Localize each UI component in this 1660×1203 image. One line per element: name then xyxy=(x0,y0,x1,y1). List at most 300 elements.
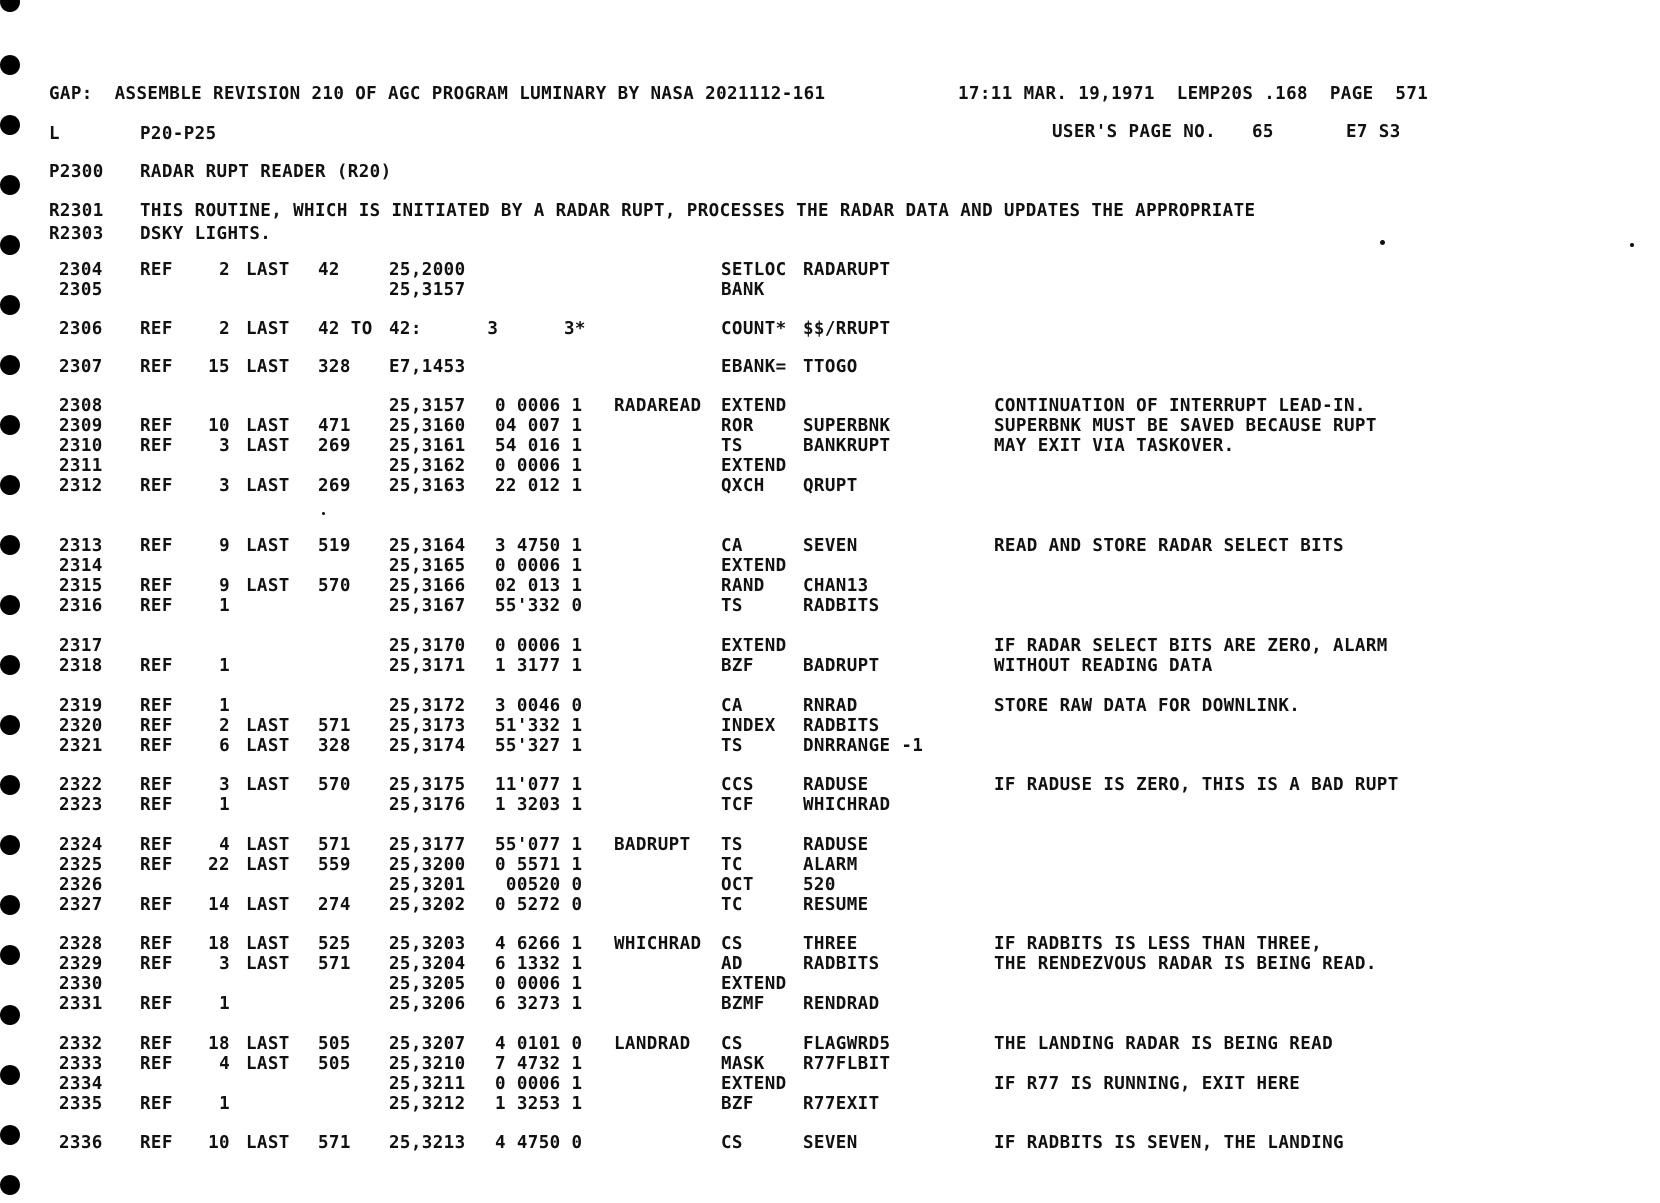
listing-line xyxy=(0,319,1660,339)
last-flag: LAST xyxy=(246,1054,290,1074)
remark-text: DSKY LIGHTS. xyxy=(140,224,272,244)
object-code: 51'332 1 xyxy=(495,716,583,736)
line-number: 2327 xyxy=(59,895,103,915)
operand: 520 xyxy=(803,875,836,895)
object-code: 6 1332 1 xyxy=(495,954,583,974)
address: 25,3164 xyxy=(389,536,466,556)
last-ref-page: 559 xyxy=(318,855,351,875)
last-flag: LAST xyxy=(246,319,290,339)
operand: CHAN13 xyxy=(803,576,869,596)
line-number: 2308 xyxy=(59,396,103,416)
address: 25,3170 xyxy=(389,636,466,656)
comment: THE RENDEZVOUS RADAR IS BEING READ. xyxy=(994,954,1377,974)
symbol-label: WHICHRAD xyxy=(614,934,702,954)
opcode: TC xyxy=(721,895,743,915)
opcode: INDEX xyxy=(721,716,776,736)
address: 25,3166 xyxy=(389,576,466,596)
ref-count: 10 xyxy=(208,416,230,436)
last-ref-page: 570 xyxy=(318,775,351,795)
last-ref-page: 525 xyxy=(318,934,351,954)
ref-flag: REF xyxy=(140,357,173,377)
symbol-label: BADRUPT xyxy=(614,835,691,855)
ref-flag: REF xyxy=(140,536,173,556)
line-number: 2315 xyxy=(59,576,103,596)
listing-line xyxy=(0,456,1660,476)
last-flag: LAST xyxy=(246,855,290,875)
opcode: EBANK= xyxy=(721,357,787,377)
opcode: BZMF xyxy=(721,994,765,1014)
last-ref-page: 328 xyxy=(318,736,351,756)
comment: READ AND STORE RADAR SELECT BITS xyxy=(994,536,1344,556)
address: 25,3161 xyxy=(389,436,466,456)
listing-line xyxy=(0,994,1660,1014)
comment: IF RADUSE IS ZERO, THIS IS A BAD RUPT xyxy=(994,775,1399,795)
listing-line xyxy=(0,536,1660,556)
last-ref-page: 471 xyxy=(318,416,351,436)
ref-flag: REF xyxy=(140,596,173,616)
opcode: CA xyxy=(721,536,743,556)
last-ref-page: 505 xyxy=(318,1034,351,1054)
last-flag: LAST xyxy=(246,954,290,974)
object-code: 0 0006 1 xyxy=(495,1074,583,1094)
listing-line xyxy=(0,795,1660,815)
object-code: 3 4750 1 xyxy=(495,536,583,556)
address: 25,3202 xyxy=(389,895,466,915)
last-ref-page: 42 xyxy=(318,260,340,280)
object-code: 22 012 1 xyxy=(495,476,583,496)
ref-count: 1 xyxy=(219,994,230,1014)
last-ref-page: 269 xyxy=(318,436,351,456)
address: 25,2000 xyxy=(389,260,466,280)
line-number: 2322 xyxy=(59,775,103,795)
object-code: 4 0101 0 xyxy=(495,1034,583,1054)
listing-line xyxy=(0,1034,1660,1054)
comment: IF RADBITS IS LESS THAN THREE, xyxy=(994,934,1323,954)
line-number: 2306 xyxy=(59,319,103,339)
page-header-left: GAP: ASSEMBLE REVISION 210 OF AGC PROGRAM LUMINARY BY NASA 2021112-161 xyxy=(49,84,826,104)
comment: WITHOUT READING DATA xyxy=(994,656,1213,676)
listing-line xyxy=(0,436,1660,456)
opcode: EXTEND xyxy=(721,396,787,416)
ref-count: 3 xyxy=(219,775,230,795)
listing-line xyxy=(0,1074,1660,1094)
opcode: TC xyxy=(721,855,743,875)
address: 25,3165 xyxy=(389,556,466,576)
ref-flag: REF xyxy=(140,656,173,676)
address: 25,3171 xyxy=(389,656,466,676)
object-code: 0 5571 1 xyxy=(495,855,583,875)
comment: IF R77 IS RUNNING, EXIT HERE xyxy=(994,1074,1301,1094)
listing-line xyxy=(0,476,1660,496)
ref-flag: REF xyxy=(140,736,173,756)
ref-flag: REF xyxy=(140,994,173,1014)
object-code: 1 3203 1 xyxy=(495,795,583,815)
operand: RADBITS xyxy=(803,716,880,736)
ref-flag: REF xyxy=(140,895,173,915)
ref-flag: REF xyxy=(140,1054,173,1074)
symbol-label: LANDRAD xyxy=(614,1034,691,1054)
last-flag: LAST xyxy=(246,934,290,954)
section-label: P20-P25 xyxy=(140,124,217,144)
ref-flag: REF xyxy=(140,260,173,280)
comment: MAY EXIT VIA TASKOVER. xyxy=(994,436,1235,456)
ref-flag: REF xyxy=(140,696,173,716)
comment: THE LANDING RADAR IS BEING READ xyxy=(994,1034,1334,1054)
operand: QRUPT xyxy=(803,476,858,496)
object-code: 4 6266 1 xyxy=(495,934,583,954)
ref-flag: REF xyxy=(140,716,173,736)
binder-hole xyxy=(0,175,20,195)
object-code: 55'332 0 xyxy=(495,596,583,616)
last-ref-page: 274 xyxy=(318,895,351,915)
listing-line xyxy=(0,934,1660,954)
listing-line xyxy=(0,1133,1660,1153)
opcode: CS xyxy=(721,1133,743,1153)
opcode: EXTEND xyxy=(721,556,787,576)
object-code: 04 007 1 xyxy=(495,416,583,436)
speck xyxy=(1380,240,1385,245)
operand: RNRAD xyxy=(803,696,858,716)
last-ref-page: 269 xyxy=(318,476,351,496)
ref-count: 10 xyxy=(208,1133,230,1153)
opcode: EXTEND xyxy=(721,456,787,476)
comment: STORE RAW DATA FOR DOWNLINK. xyxy=(994,696,1301,716)
address: 25,3204 xyxy=(389,954,466,974)
last-ref-page: 42 TO xyxy=(318,319,373,339)
last-flag: LAST xyxy=(246,1034,290,1054)
address: 25,3167 xyxy=(389,596,466,616)
listing-line xyxy=(0,656,1660,676)
listing-line xyxy=(0,556,1660,576)
object-code: 3 0046 0 xyxy=(495,696,583,716)
address: 25,3205 xyxy=(389,974,466,994)
listing-line xyxy=(0,875,1660,895)
opcode: CS xyxy=(721,1034,743,1054)
opcode: SETLOC xyxy=(721,260,787,280)
opcode: TS xyxy=(721,436,743,456)
address: 25,3207 xyxy=(389,1034,466,1054)
listing-line xyxy=(0,736,1660,756)
ref-count: 18 xyxy=(208,934,230,954)
line-number: 2317 xyxy=(59,636,103,656)
line-number: 2330 xyxy=(59,974,103,994)
comment: IF RADBITS IS SEVEN, THE LANDING xyxy=(994,1133,1344,1153)
last-ref-page: 505 xyxy=(318,1054,351,1074)
line-number: 2313 xyxy=(59,536,103,556)
operand: DNRRANGE -1 xyxy=(803,736,924,756)
last-flag: LAST xyxy=(246,436,290,456)
opcode: TCF xyxy=(721,795,754,815)
page-header-right: 17:11 MAR. 19,1971 LEMP20S .168 PAGE 571 xyxy=(958,84,1429,104)
last-flag: LAST xyxy=(246,716,290,736)
ref-flag: REF xyxy=(140,1094,173,1114)
listing-line xyxy=(0,974,1660,994)
last-flag: LAST xyxy=(246,775,290,795)
ref-count: 22 xyxy=(208,855,230,875)
binder-hole xyxy=(0,115,20,135)
speck xyxy=(1630,243,1634,247)
operand: WHICHRAD xyxy=(803,795,891,815)
operand: BANKRUPT xyxy=(803,436,891,456)
object-code: 00520 0 xyxy=(495,875,583,895)
line-number: 2320 xyxy=(59,716,103,736)
last-ref-page: 571 xyxy=(318,716,351,736)
ref-flag: REF xyxy=(140,436,173,456)
object-code: 0 0006 1 xyxy=(495,974,583,994)
remark-id: R2303 xyxy=(49,224,104,244)
listing-line xyxy=(0,855,1660,875)
operand: TTOGO xyxy=(803,357,858,377)
address: 25,3174 xyxy=(389,736,466,756)
ref-count: 9 xyxy=(219,576,230,596)
ref-flag: REF xyxy=(140,855,173,875)
ref-count: 1 xyxy=(219,596,230,616)
line-number: 2304 xyxy=(59,260,103,280)
operand: RADUSE xyxy=(803,835,869,855)
opcode: EXTEND xyxy=(721,1074,787,1094)
opcode: BZF xyxy=(721,656,754,676)
address: 25,3212 xyxy=(389,1094,466,1114)
object-code: 54 016 1 xyxy=(495,436,583,456)
opcode: BZF xyxy=(721,1094,754,1114)
opcode: CA xyxy=(721,696,743,716)
line-number: 2316 xyxy=(59,596,103,616)
last-flag: LAST xyxy=(246,416,290,436)
symbol-label: RADAREAD xyxy=(614,396,702,416)
operand: ALARM xyxy=(803,855,858,875)
ref-flag: REF xyxy=(140,416,173,436)
opcode: MASK xyxy=(721,1054,765,1074)
ref-count: 15 xyxy=(208,357,230,377)
opcode: TS xyxy=(721,596,743,616)
ref-count: 6 xyxy=(219,736,230,756)
ref-flag: REF xyxy=(140,934,173,954)
opcode: OCT xyxy=(721,875,754,895)
opcode: QXCH xyxy=(721,476,765,496)
operand: THREE xyxy=(803,934,858,954)
line-number: 2305 xyxy=(59,280,103,300)
line-number: 2318 xyxy=(59,656,103,676)
object-code: 4 4750 0 xyxy=(495,1133,583,1153)
comment: CONTINUATION OF INTERRUPT LEAD-IN. xyxy=(994,396,1366,416)
operand: RADUSE xyxy=(803,775,869,795)
object-code: 0 0006 1 xyxy=(495,456,583,476)
remark-id: R2301 xyxy=(49,201,104,221)
ref-count: 2 xyxy=(219,716,230,736)
ref-flag: REF xyxy=(140,576,173,596)
ref-flag: REF xyxy=(140,835,173,855)
line-number: 2307 xyxy=(59,357,103,377)
object-code: 11'077 1 xyxy=(495,775,583,795)
page-title-id: P2300 xyxy=(49,162,104,182)
last-flag: LAST xyxy=(246,576,290,596)
listing-line xyxy=(0,716,1660,736)
address: 25,3163 xyxy=(389,476,466,496)
listing-line xyxy=(0,596,1660,616)
operand: RENDRAD xyxy=(803,994,880,1014)
address: 25,3206 xyxy=(389,994,466,1014)
object-code: 0 0006 1 xyxy=(495,556,583,576)
last-flag: LAST xyxy=(246,1133,290,1153)
ref-count: 18 xyxy=(208,1034,230,1054)
operand: RESUME xyxy=(803,895,869,915)
last-flag: LAST xyxy=(246,835,290,855)
object-code: 6 3273 1 xyxy=(495,994,583,1014)
address: 25,3175 xyxy=(389,775,466,795)
operand: $$/RRUPT xyxy=(803,319,891,339)
ref-count: 1 xyxy=(219,795,230,815)
listing-line xyxy=(0,416,1660,436)
line-number: 2314 xyxy=(59,556,103,576)
ref-count: 14 xyxy=(208,895,230,915)
line-number: 2331 xyxy=(59,994,103,1014)
listing-line xyxy=(0,280,1660,300)
line-number: 2325 xyxy=(59,855,103,875)
last-ref-page: 328 xyxy=(318,357,351,377)
listing-flag: L xyxy=(49,124,60,144)
ref-flag: REF xyxy=(140,954,173,974)
operand: SEVEN xyxy=(803,536,858,556)
ref-flag: REF xyxy=(140,476,173,496)
last-ref-page: 570 xyxy=(318,576,351,596)
last-flag: LAST xyxy=(246,357,290,377)
listing-line xyxy=(0,954,1660,974)
address: 25,3172 xyxy=(389,696,466,716)
opcode: BANK xyxy=(721,280,765,300)
ref-count: 1 xyxy=(219,696,230,716)
opcode: RAND xyxy=(721,576,765,596)
ref-count: 2 xyxy=(219,260,230,280)
opcode: AD xyxy=(721,954,743,974)
last-flag: LAST xyxy=(246,476,290,496)
address: 25,3201 xyxy=(389,875,466,895)
operand: R77EXIT xyxy=(803,1094,880,1114)
ref-flag: REF xyxy=(140,795,173,815)
operand: R77FLBIT xyxy=(803,1054,891,1074)
object-code: 0 5272 0 xyxy=(495,895,583,915)
operand: RADBITS xyxy=(803,596,880,616)
listing-line xyxy=(0,1054,1660,1074)
operand: BADRUPT xyxy=(803,656,880,676)
last-ref-page: 519 xyxy=(318,536,351,556)
address: 25,3162 xyxy=(389,456,466,476)
address: 25,3213 xyxy=(389,1133,466,1153)
listing-line xyxy=(0,576,1660,596)
ref-count: 1 xyxy=(219,656,230,676)
ref-count: 3 xyxy=(219,954,230,974)
line-number: 2332 xyxy=(59,1034,103,1054)
listing-line xyxy=(0,396,1660,416)
last-ref-page: 571 xyxy=(318,835,351,855)
last-flag: LAST xyxy=(246,736,290,756)
opcode: CS xyxy=(721,934,743,954)
line-number: 2319 xyxy=(59,696,103,716)
line-number: 2312 xyxy=(59,476,103,496)
address: 25,3203 xyxy=(389,934,466,954)
comment: IF RADAR SELECT BITS ARE ZERO, ALARM xyxy=(994,636,1388,656)
ref-count: 9 xyxy=(219,536,230,556)
address: 25,3176 xyxy=(389,795,466,815)
ref-count: 3 xyxy=(219,436,230,456)
opcode: TS xyxy=(721,835,743,855)
listing-line xyxy=(0,696,1660,716)
ref-count: 4 xyxy=(219,835,230,855)
listing-line xyxy=(0,895,1660,915)
line-number: 2328 xyxy=(59,934,103,954)
speck xyxy=(322,512,325,515)
object-code: 02 013 1 xyxy=(495,576,583,596)
line-number: 2333 xyxy=(59,1054,103,1074)
line-number: 2311 xyxy=(59,456,103,476)
ref-count: 1 xyxy=(219,1094,230,1114)
object-code: 1 3177 1 xyxy=(495,656,583,676)
line-number: 2310 xyxy=(59,436,103,456)
ref-count: 3 xyxy=(219,476,230,496)
address: 25,3160 xyxy=(389,416,466,436)
address: 25,3157 xyxy=(389,396,466,416)
comment: SUPERBNK MUST BE SAVED BECAUSE RUPT xyxy=(994,416,1377,436)
last-flag: LAST xyxy=(246,536,290,556)
binder-hole xyxy=(0,0,20,12)
address: 25,3173 xyxy=(389,716,466,736)
last-flag: LAST xyxy=(246,895,290,915)
last-ref-page: 571 xyxy=(318,1133,351,1153)
sheet-code: E7 S3 xyxy=(1346,122,1401,142)
opcode: EXTEND xyxy=(721,974,787,994)
object-code: 0 0006 1 xyxy=(495,636,583,656)
line-number: 2335 xyxy=(59,1094,103,1114)
operand: SUPERBNK xyxy=(803,416,891,436)
ref-count: 2 xyxy=(219,319,230,339)
object-code: 0 0006 1 xyxy=(495,396,583,416)
opcode: CCS xyxy=(721,775,754,795)
line-number: 2309 xyxy=(59,416,103,436)
last-ref-page: 571 xyxy=(318,954,351,974)
line-number: 2324 xyxy=(59,835,103,855)
line-number: 2321 xyxy=(59,736,103,756)
listing-line xyxy=(0,1094,1660,1114)
user-page-number: 65 xyxy=(1252,122,1274,142)
page-title: RADAR RUPT READER (R20) xyxy=(140,162,392,182)
listing-line xyxy=(0,775,1660,795)
binder-hole xyxy=(0,1175,20,1195)
object-code: 1 3253 1 xyxy=(495,1094,583,1114)
line-number: 2326 xyxy=(59,875,103,895)
operand: FLAGWRD5 xyxy=(803,1034,891,1054)
listing-line xyxy=(0,260,1660,280)
line-number: 2336 xyxy=(59,1133,103,1153)
operand: RADBITS xyxy=(803,954,880,974)
address: 25,3200 xyxy=(389,855,466,875)
object-code: 55'077 1 xyxy=(495,835,583,855)
operand: RADARUPT xyxy=(803,260,891,280)
opcode: EXTEND xyxy=(721,636,787,656)
listing-line xyxy=(0,357,1660,377)
opcode: ROR xyxy=(721,416,754,436)
last-flag: LAST xyxy=(246,260,290,280)
listing-line xyxy=(0,636,1660,656)
line-number: 2329 xyxy=(59,954,103,974)
remark-text: THIS ROUTINE, WHICH IS INITIATED BY A RADAR RUPT, PROCESSES THE RADAR DATA AND UPDATES THE APPROPRIATE xyxy=(140,201,1256,221)
ref-flag: REF xyxy=(140,1034,173,1054)
opcode: COUNT* xyxy=(721,319,787,339)
ref-count: 4 xyxy=(219,1054,230,1074)
address: 25,3211 xyxy=(389,1074,466,1094)
operand: SEVEN xyxy=(803,1133,858,1153)
line-number: 2323 xyxy=(59,795,103,815)
user-page-label: USER'S PAGE NO. xyxy=(1052,122,1217,142)
line-number: 2334 xyxy=(59,1074,103,1094)
